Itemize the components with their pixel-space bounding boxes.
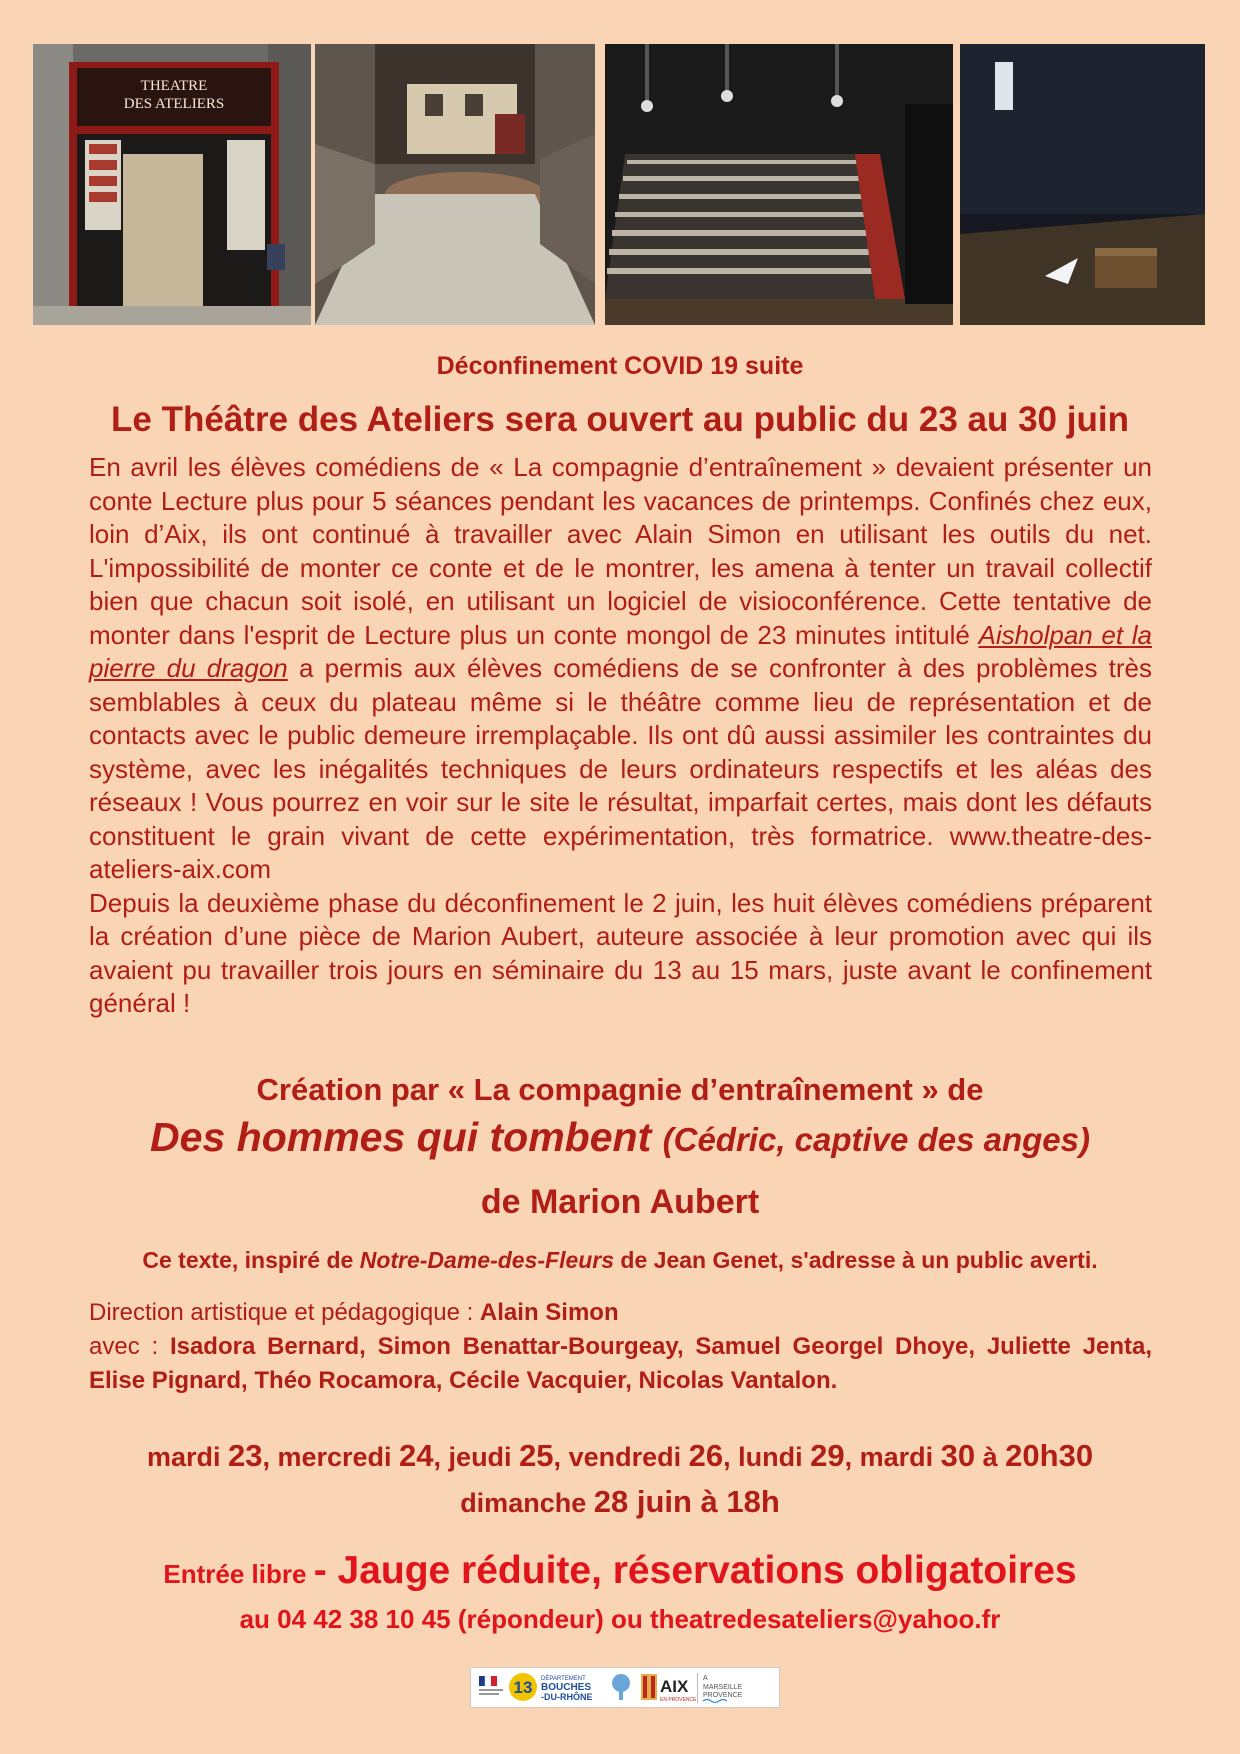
evening-time: 20h30 — [1005, 1438, 1094, 1473]
schedule-line-2 — [0, 1484, 1240, 1520]
paragraph-1-start: En avril les élèves comédiens de « La compagnie d’entraînement » devaient présenter un conte Lecture plus pour 5 séances pendant les vacances de printemps. Confinés chez eux, loin d’Aix, ils ont continué à travailler avec Alain Simon en utilisant les outils du net. L'impossibilité de monter ce conte et de le montrer, les amena à tenter un travail collectif bien que chacun soit isolé, en utilisant un logiciel de visioconférence. Cette tentative de monter dans l'esprit de Lecture plus un conte mongol de 23 minutes intitulé — [89, 452, 1152, 650]
svg-text:EN PROVENCE: EN PROVENCE — [660, 1697, 697, 1703]
date-item: jeudi 25, — [448, 1438, 569, 1473]
direction-line — [89, 1296, 1152, 1330]
play-author: de Marion Aubert — [480, 1183, 760, 1221]
free-entry: Entrée libre — [163, 1559, 314, 1589]
creation-line: Création par « La compagnie d’entraînement » de — [256, 1072, 984, 1107]
credits — [89, 1296, 1152, 1398]
conte-title: Aisholpan et la pierre du dragon — [89, 619, 1153, 683]
paragraph-1-end: a permis aux élèves comédiens de se confronter à des problèmes très semblables à ceux du plateau même si le théâtre comme lieu de représentation et de contacts avec le public demeure irremplaçable. Ils ont dû aussi assimiler les contraintes du système, avec les inégalités techniques de leurs ordinateurs respectifs et les aléas des réseaux ! Vous pourrez en voir sur le site le résultat, imparfait certes, mais dont les défauts constituent le grain vivant de cette expérimentation, très formatrice. www.theatre-des-ateliers-aix.com — [89, 653, 1152, 884]
booking-required: - Jauge réduite, réservations obligatoires — [313, 1549, 1077, 1592]
contact-info: au 04 42 38 10 45 (répondeur) ou theatredesateliers@yahoo.fr — [239, 1604, 1001, 1634]
date-item: vendredi 26, — [568, 1438, 739, 1473]
svg-text:PROVENCE: PROVENCE — [703, 1692, 743, 1699]
cast-names: Isadora Bernard, Simon Benattar-Bourgeay, Samuel Georgel Dhoye, Juliette Jenta, Elise Pignard, Théo Rocamora, Cécile Vacquier, Nicolas Vantalon. — [89, 1333, 1152, 1394]
republique-logo — [479, 1676, 503, 1695]
opening-headline: Le Théâtre des Ateliers sera ouvert au public du 23 au 30 juin — [111, 400, 1129, 439]
svg-text:13: 13 — [513, 1678, 533, 1697]
sign-line-1: THEATRE — [140, 78, 208, 94]
cast-label: avec : — [89, 1333, 170, 1360]
direction-label: Direction artistique et pédagogique : — [89, 1299, 480, 1326]
svg-text:A: A — [703, 1675, 708, 1682]
date-item: mardi 23, — [146, 1438, 278, 1473]
audience-warning — [0, 1247, 1240, 1274]
theatre-dark-stage-photo — [960, 44, 1205, 325]
warning-start: Ce texte, inspiré de — [142, 1247, 360, 1273]
deconfinement-subtitle: Déconfinement COVID 19 suite — [436, 352, 804, 380]
aix-en-provence-logo — [641, 1674, 697, 1703]
cast-line — [89, 1330, 1152, 1398]
play-title: Des hommes qui tombent — [150, 1114, 652, 1160]
sunday-label: dimanche — [460, 1488, 594, 1518]
sign-line-2: DES ATELIERS — [123, 96, 225, 112]
date-item: mercredi 24, — [277, 1438, 449, 1473]
body-text — [89, 451, 1152, 1021]
director-name: Alain Simon — [479, 1299, 619, 1326]
paragraph-1 — [89, 451, 1152, 887]
play-subtitle: (Cédric, captive des anges) — [662, 1121, 1090, 1158]
time-at: à — [982, 1442, 1006, 1472]
svg-text:DÉPARTEMENT: DÉPARTEMENT — [541, 1676, 586, 1682]
play-title-line — [0, 1114, 1240, 1161]
svg-text:-DU-RHÔNE: -DU-RHÔNE — [541, 1692, 593, 1702]
date-item: lundi 29, — [738, 1438, 860, 1473]
entry-info — [0, 1549, 1240, 1593]
sunday-date: 28 juin à 18h — [593, 1484, 780, 1519]
bouches-du-rhone-logo — [509, 1673, 630, 1702]
partner-logos — [470, 1667, 780, 1708]
svg-text:MARSEILLE: MARSEILLE — [703, 1684, 743, 1691]
theatre-entrance-photo — [33, 44, 311, 325]
theatre-stage-seating-photo — [605, 44, 953, 325]
schedule-line-1 — [0, 1438, 1240, 1474]
svg-text:BOUCHES: BOUCHES — [541, 1682, 592, 1693]
photo-strip — [33, 44, 1205, 325]
warning-work: Notre-Dame-des-Fleurs — [359, 1247, 615, 1273]
paragraph-2: Depuis la deuxième phase du déconfinement le 2 juin, les huit élèves comédiens préparent la création d’une pièce de Marion Aubert, auteure associée à leur promotion avec qui ils avaient pu travailler trois jours en séminaire du 13 au 15 mars, juste avant le confinement général ! — [89, 887, 1152, 1018]
warning-end: de Jean Genet, s'adresse à un public averti. — [614, 1247, 1098, 1273]
date-item: mardi 30 — [859, 1438, 976, 1473]
theatre-lobby-photo — [315, 44, 595, 325]
svg-text:AIX: AIX — [660, 1677, 689, 1696]
metropole-logo — [697, 1673, 743, 1703]
